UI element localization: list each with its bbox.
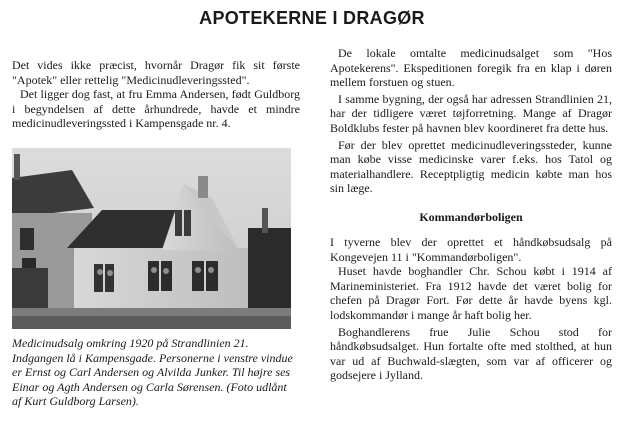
historic-house-photo [12, 148, 291, 329]
body-paragraph: Det ligger dog fast, at fru Emma Andersen, født Guldborg i begyndelsen af dette århundrede, havde et mindre medicinudleveringssted i Kampensgade nr. 4. [12, 87, 300, 131]
photo-caption: Medicinudsalg omkring 1920 på Strandlinien 21. Indgangen lå i Kampensgade. Personerne i venstre vindue er Ernst og Carl Andersen og Alvilda Junker. Til højre ses Einar og Agth Andersen og Carla Sørensen. (Foto udlånt af Kurt Guldborg Larsen). [12, 336, 293, 409]
section-subheading: Kommandørboligen [419, 209, 523, 224]
body-paragraph: I samme bygning, der også har adressen Strandlinien 21, har der tidligere været tøjforretning. Mange af Dragør Boldklubs fester på havnen blev koordineret fra dette hus. [330, 91, 612, 135]
right-column [330, 46, 612, 383]
page-title: APOTEKERNE I DRAGØR [199, 8, 425, 28]
body-paragraph: Boghandlerens frue Julie Schou stod for håndkøbsudsalget. Hun fortalte ofte med stolthed, at hun var ud af Buchwald-slægten, som var af officerer og godsejere i Jylland. [330, 324, 612, 383]
body-paragraph: De lokale omtalte medicinudsalget som "Hos Apotekerens". Ekspeditionen foregik fra en klap i døren mellem forstuen og stuen. [330, 46, 612, 90]
body-paragraph: Huset havde boghandler Chr. Schou købt i 1914 af Marineministeriet. Fra 1912 havde det været bolig for chefen på Dragør Fort. Før dette år havde byens kgl. lodskommandør i mange år haft bolig her. [330, 264, 612, 322]
body-paragraph: Før der blev oprettet medicinudleveringssteder, kunne man købe visse medicinske varer f.eks. hos Tatol og materialhandlere. Receptpligtig medicin købte man hos sin læge. [330, 137, 612, 196]
intro-paragraph: Det vides ikke præcist, hvornår Dragør fik sit første "Apotek" eller rettelig "Medicinudleveringssted". [12, 58, 300, 87]
body-paragraph: I tyverne blev der oprettet et håndkøbsudsalg på Kongevejen 11 i "Kommandørboligen". [330, 234, 612, 264]
left-column [12, 58, 300, 131]
